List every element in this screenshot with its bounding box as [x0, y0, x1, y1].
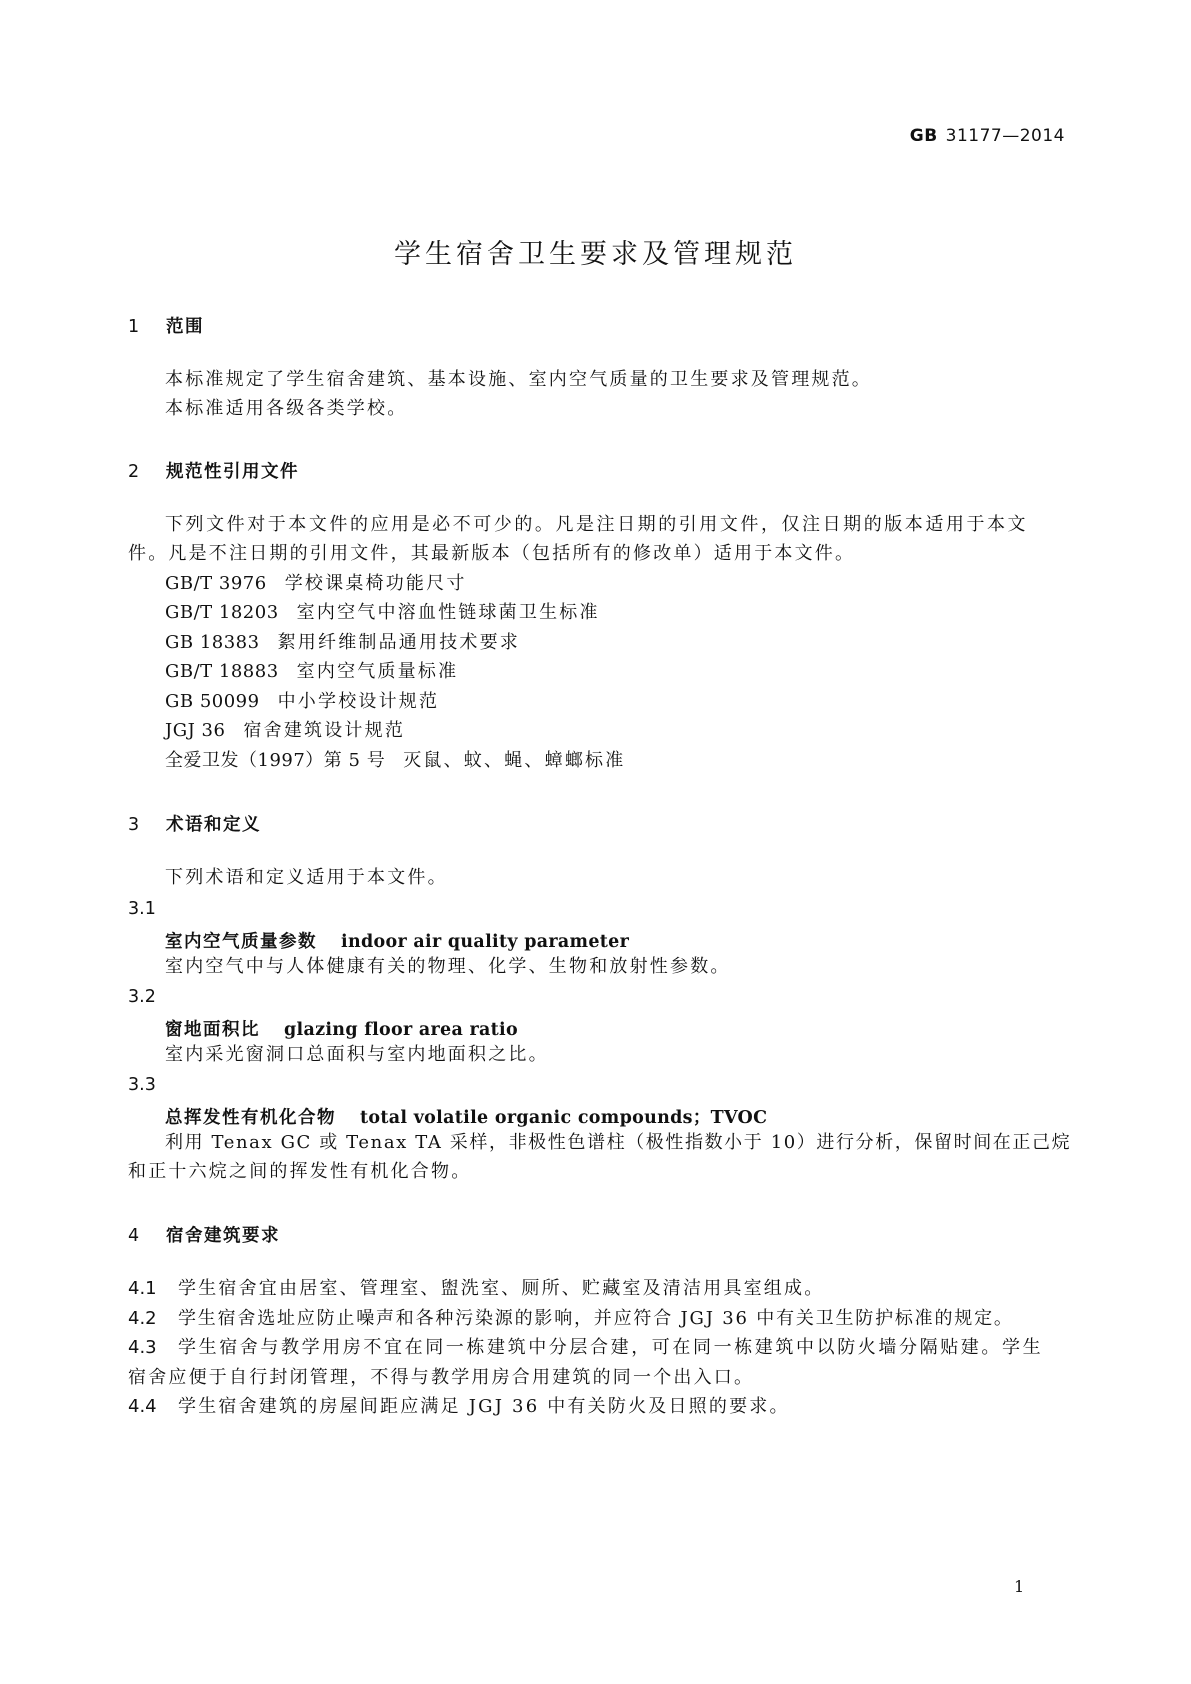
reference-item: 全爱卫发（1997）第 5 号 灭鼠、蚊、蝇、蟑螂标准 — [165, 750, 626, 771]
section-2-heading: 2 规范性引用文件 — [128, 462, 299, 482]
term-definition: 利用 Tenax GC 或 Tenax TA 采样，非极性色谱柱（极性指数小于 10）进行分析，保留时间在正己烷 — [165, 1132, 1072, 1153]
term-definition: 室内采光窗洞口总面积与室内地面积之比。 — [165, 1044, 549, 1065]
standard-number — [0, 126, 1065, 146]
section-1-paragraph-2: 本标准适用各级各类学校。 — [165, 398, 408, 419]
section-2-intro-line-1: 下列文件对于本文件的应用是必不可少的。凡是注日期的引用文件，仅注日期的版本适用于本文 — [165, 514, 1029, 535]
reference-item: GB 50099 中小学校设计规范 — [165, 691, 440, 712]
page-number: 1 — [1014, 1577, 1025, 1596]
clause: 4.3 学生宿舍与教学用房不宜在同一栋建筑中分层合建，可在同一栋建筑中以防火墙分隔贴建。学生 — [128, 1337, 1044, 1358]
term-number: 3.1 — [128, 899, 156, 919]
reference-item: GB 18383 絮用纤维制品通用技术要求 — [165, 632, 520, 653]
clause: 4.1 学生宿舍宜由居室、管理室、盥洗室、厕所、贮藏室及清洁用具室组成。 — [128, 1278, 825, 1299]
section-3-heading: 3 术语和定义 — [128, 815, 261, 835]
reference-item: GB/T 18203 室内空气中溶血性链球菌卫生标准 — [165, 602, 600, 623]
reference-item: JGJ 36 宿舍建筑设计规范 — [165, 720, 406, 741]
clause: 4.2 学生宿舍选址应防止噪声和各种污染源的影响，并应符合 JGJ 36 中有关卫生防护标准的规定。 — [128, 1308, 1014, 1329]
section-1-paragraph-1: 本标准规定了学生宿舍建筑、基本设施、室内空气质量的卫生要求及管理规范。 — [165, 369, 872, 390]
reference-item: GB/T 3976 学校课桌椅功能尺寸 — [165, 573, 467, 594]
section-4-heading: 4 宿舍建筑要求 — [128, 1226, 280, 1246]
term-definition-continued: 和正十六烷之间的挥发性有机化合物。 — [128, 1161, 472, 1182]
term-heading: 总挥发性有机化合物 total volatile organic compounds；TVOC — [165, 1108, 768, 1128]
reference-item: GB/T 18883 室内空气质量标准 — [165, 661, 459, 682]
section-1-heading: 1 范围 — [128, 317, 204, 337]
term-definition: 室内空气中与人体健康有关的物理、化学、生物和放射性参数。 — [165, 956, 731, 977]
document-title: 学生宿舍卫生要求及管理规范 — [394, 239, 797, 270]
standard-year: 31177—2014 — [945, 126, 1065, 146]
term-heading: 室内空气质量参数 indoor air quality parameter — [165, 932, 630, 952]
clause: 4.4 学生宿舍建筑的房屋间距应满足 JGJ 36 中有关防火及日照的要求。 — [128, 1396, 790, 1417]
section-3-intro: 下列术语和定义适用于本文件。 — [165, 867, 448, 888]
clause-continued: 宿舍应便于自行封闭管理，不得与教学用房合用建筑的同一个出入口。 — [128, 1367, 755, 1388]
term-number: 3.2 — [128, 987, 156, 1007]
section-2-intro-line-2: 件。凡是不注日期的引用文件，其最新版本（包括所有的修改单）适用于本文件。 — [128, 543, 856, 564]
term-number: 3.3 — [128, 1075, 156, 1095]
term-heading: 窗地面积比 glazing floor area ratio — [165, 1020, 518, 1040]
standard-code: GB — [909, 126, 938, 146]
